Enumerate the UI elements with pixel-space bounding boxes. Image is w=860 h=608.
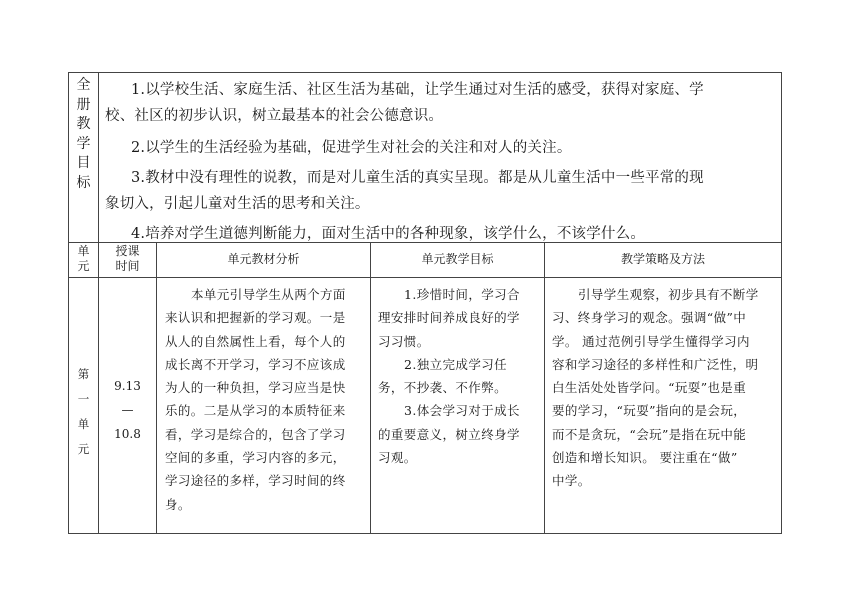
analysis-col-divider <box>370 242 371 534</box>
objective-line: 务，不抄袭、不作弊。 <box>378 380 508 396</box>
analysis-line: 成长离不开学习，学习不应该成 <box>165 356 346 372</box>
objective-line: 3.体会学习对于成长 <box>404 403 520 419</box>
goal-2: 2.以学生的生活经验为基础，促进学生对社会的关注和对人的关注。 <box>131 140 572 156</box>
objective-line: 的重要意义，树立终身学 <box>378 426 520 442</box>
strategy-line: 引导学生观察，初步具有不断学 <box>578 287 759 302</box>
unit1-strategy <box>552 283 780 493</box>
unit1-time-end: 10.8 <box>114 427 141 441</box>
unit1-time <box>99 374 156 446</box>
unit1-label-char: 第 <box>77 367 90 381</box>
strategy-line: 而不是贪玩，“会玩”是指在玩中能 <box>552 426 747 442</box>
analysis-line: 身。 <box>165 496 191 512</box>
analysis-line: 从人的自然属性上看，每个人的 <box>165 333 346 349</box>
header-unit-char: 元 <box>77 259 90 273</box>
header-unit-char: 单 <box>77 244 90 258</box>
goals-side-char: 教 <box>76 116 91 132</box>
header-objectives: 单元教学目标 <box>421 252 494 266</box>
unit1-time-dash: — <box>121 403 134 417</box>
goals-side-char: 全 <box>76 77 91 93</box>
unit1-label <box>69 362 98 462</box>
goal-1-line2: 校、社区的初步认识，树立最基本的社会公德意识。 <box>105 108 444 124</box>
goal-label-divider <box>98 72 99 243</box>
bottom-border <box>68 533 782 534</box>
goal-1-line1: 1.以学校生活、家庭生活、社区生活为基础，让学生通过对生活的感受，获得对家庭、学 <box>131 82 704 98</box>
unit1-label-char: 一 <box>77 392 90 406</box>
analysis-line: 乐的。二是从学习的本质特征来 <box>165 403 346 419</box>
objective-col-divider <box>544 242 545 534</box>
strategy-line: 学。 通过范例引导学生懂得学习内 <box>552 333 750 349</box>
analysis-line: 本单元引导学生从两个方面 <box>191 287 346 302</box>
goals-side-char: 学 <box>76 135 91 152</box>
strategy-line: 白生活处处皆学问。“玩耍”也是重 <box>552 380 747 396</box>
objective-line: 习习惯。 <box>378 333 430 349</box>
unit1-objectives <box>378 283 543 469</box>
header-time <box>99 244 156 274</box>
header-bottom-border <box>68 277 782 278</box>
goal-4: 4.培养对学生道德判断能力，面对生活中的各种现象，该学什么，不该学什么。 <box>131 226 646 242</box>
strategy-line: 习、终身学习的观念。强调“做”中 <box>552 310 747 326</box>
goals-side-char: 目 <box>76 155 91 171</box>
objective-line: 1.珍惜时间，学习合 <box>404 287 520 302</box>
analysis-line: 来认识和把握新的学习观。一是 <box>165 310 346 326</box>
goals-side-char: 标 <box>76 174 91 191</box>
analysis-line: 为人的一种负担，学习应当是快 <box>165 380 346 396</box>
objective-line: 理安排时间养成良好的学 <box>378 310 520 326</box>
header-time-line: 授课 <box>115 244 140 258</box>
goal-3-line1: 3.教材中没有理性的说教，而是对儿童生活的真实呈现。都是从儿童生活中一些平常的现 <box>131 170 704 186</box>
goals-side-char: 册 <box>76 96 91 113</box>
analysis-line: 看，学习是综合的，包含了学习 <box>165 426 346 442</box>
analysis-line: 空间的多重，学习内容的多元， <box>165 450 346 466</box>
analysis-line: 学习途径的多样，学习时间的终 <box>165 473 346 489</box>
top-border <box>68 72 782 73</box>
objective-line: 习观。 <box>378 450 417 466</box>
unit1-label-char: 元 <box>77 442 90 456</box>
right-border <box>781 72 782 534</box>
header-strategy: 教学策略及方法 <box>620 252 705 266</box>
goal-3-line2: 象切入，引起儿童对生活的思考和关注。 <box>105 196 370 212</box>
time-col-divider <box>156 242 157 534</box>
strategy-line: 要的学习，“玩耍”指向的是会玩， <box>552 403 747 419</box>
header-analysis: 单元教材分析 <box>227 252 300 266</box>
strategy-line: 容和学习途径的多样性和广泛性，明 <box>552 356 759 372</box>
header-time-line: 时间 <box>115 259 140 273</box>
unit1-analysis <box>165 283 369 516</box>
unit1-label-char: 单 <box>77 417 90 431</box>
strategy-line: 中学。 <box>552 473 591 489</box>
header-unit <box>69 244 98 274</box>
objective-line: 2.独立完成学习任 <box>404 356 508 372</box>
goals-side-label <box>69 73 98 193</box>
unit1-time-start: 9.13 <box>114 379 141 393</box>
strategy-line: 创造和增长知识。 要注重在“做” <box>552 450 738 466</box>
